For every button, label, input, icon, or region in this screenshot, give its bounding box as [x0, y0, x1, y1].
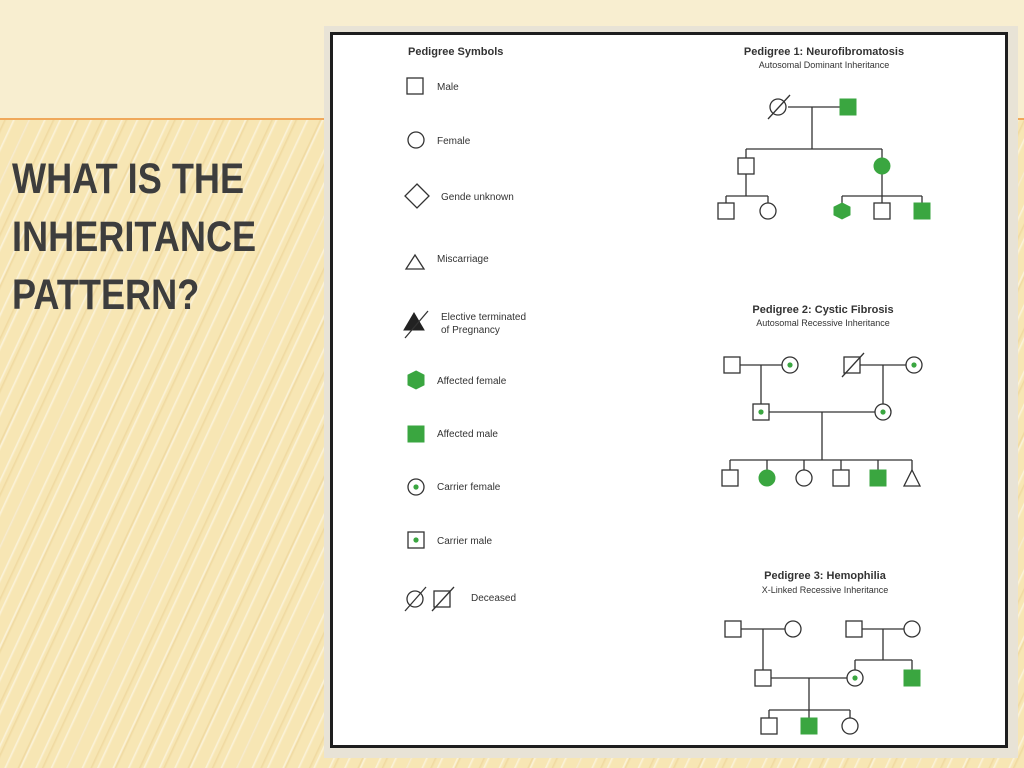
- p3-child-1-male: [761, 718, 777, 734]
- pedigree-1-subtitle: Autosomal Dominant Inheritance: [758, 60, 890, 70]
- p3-grandfather-1: [725, 621, 741, 637]
- legend-elective-label-line-2: of Pregnancy: [441, 325, 500, 336]
- p2-child-2-affected-female: [759, 470, 775, 486]
- p1-grandson-1: [718, 203, 734, 219]
- legend-deceased-label: Deceased: [471, 593, 517, 604]
- pedigree-3-diagram: [725, 621, 920, 734]
- p3-uncle-affected: [904, 670, 920, 686]
- p3-grandfather-2: [846, 621, 862, 637]
- p1-granddaughter-1: [760, 203, 776, 219]
- p1-granddaughter-2-affected: [834, 203, 850, 219]
- legend-elective-label-line-1: Elective terminated: [441, 312, 527, 323]
- p2-child-1-male: [722, 470, 738, 486]
- p2-child-5-affected-male: [870, 470, 886, 486]
- p2-child-3-female: [796, 470, 812, 486]
- pedigree-2-diagram: [722, 353, 922, 486]
- p1-grandfather-affected: [840, 99, 856, 115]
- slide-title-line-2: INHERITANCE: [12, 213, 257, 261]
- p2-grandfather-1: [724, 357, 740, 373]
- legend-affected-female-symbol: [408, 371, 424, 389]
- legend-gender-unknown-symbol: [405, 184, 429, 208]
- pedigree-1-title: Pedigree 1: Neurofibromatosis: [743, 46, 905, 58]
- legend-affected-male-symbol: [408, 426, 424, 442]
- pedigree-3-title: Pedigree 3: Hemophilia: [764, 570, 886, 582]
- slide-title-line-1: WHAT IS THE: [12, 155, 245, 203]
- p3-child-3-female: [842, 718, 858, 734]
- legend-male-symbol: [407, 78, 423, 94]
- legend-female-label: Female: [437, 136, 471, 147]
- legend-affected-male-label: Affected male: [437, 429, 498, 440]
- p1-grandson-3-affected: [914, 203, 930, 219]
- p1-daughter-affected: [874, 158, 890, 174]
- p3-father: [755, 670, 771, 686]
- legend-female-symbol: [408, 132, 424, 148]
- legend-carrier-female-label: Carrier female: [437, 482, 501, 493]
- legend-carrier-male-dot: [413, 537, 418, 542]
- legend-miscarriage-symbol: [406, 255, 424, 269]
- pedigree-3-subtitle: X-Linked Recessive Inheritance: [761, 585, 889, 595]
- legend-affected-female-label: Affected female: [437, 376, 507, 387]
- legend-miscarriage-label: Miscarriage: [437, 254, 489, 265]
- legend-gender-unknown-label: Gende unknown: [441, 192, 514, 203]
- slide-title: [12, 150, 264, 324]
- p3-grandmother-1: [785, 621, 801, 637]
- pedigree-2-title: Pedigree 2: Cystic Fibrosis: [752, 304, 894, 316]
- p1-son: [738, 158, 754, 174]
- p2-child-4-male: [833, 470, 849, 486]
- pedigree-chart-panel: [330, 32, 1008, 748]
- p2-child-6-miscarriage: [904, 470, 920, 486]
- p1-grandson-2: [874, 203, 890, 219]
- pedigree-1-diagram: [718, 95, 930, 219]
- p3-grandmother-2: [904, 621, 920, 637]
- legend-title: Pedigree Symbols: [408, 46, 504, 58]
- pedigree-2-subtitle: Autosomal Recessive Inheritance: [756, 318, 890, 328]
- legend-carrier-female-dot: [413, 484, 418, 489]
- p3-child-2-affected-male: [801, 718, 817, 734]
- legend-male-label: Male: [437, 82, 459, 93]
- slide-title-line-3: PATTERN?: [12, 271, 200, 319]
- pedigree-chart-svg: [333, 35, 1005, 745]
- legend-carrier-male-label: Carrier male: [437, 536, 493, 547]
